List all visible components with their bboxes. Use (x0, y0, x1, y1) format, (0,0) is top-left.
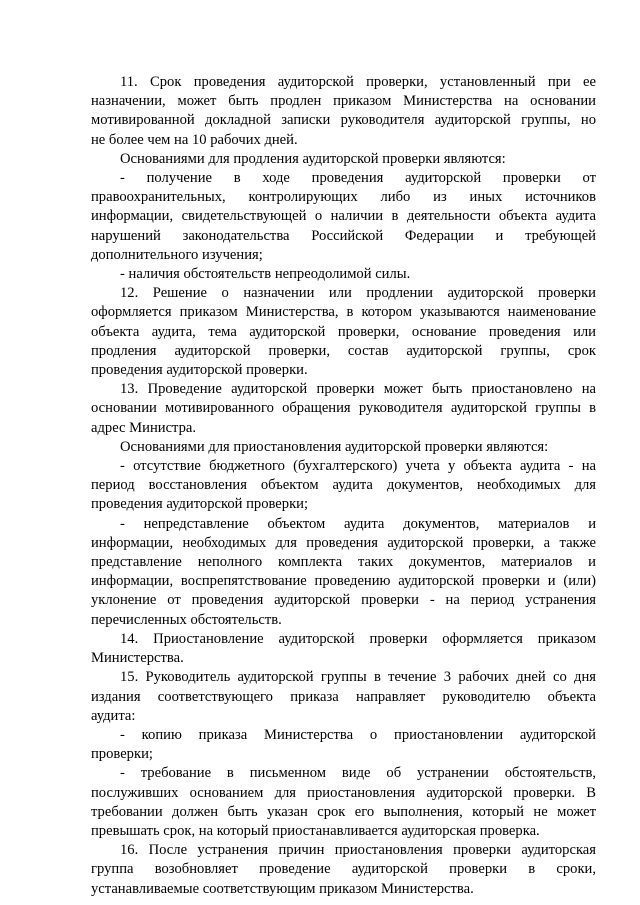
text-line: послуживших основанием для приостановления аудиторской проверки. В (91, 784, 596, 801)
text-line: основании мотивированного обращения руководителя аудиторской группы в (91, 400, 596, 417)
paragraph-12 (91, 284, 596, 380)
list-item-information-received (91, 169, 596, 265)
text-line: требовании должен быть указан срок его выполнения, который не может (91, 803, 596, 820)
text-line: 12. Решение о назначении или продлении аудиторской проверки (120, 285, 596, 302)
text-line: адрес Министра. (91, 419, 197, 436)
text-line: Основаниями для приостановления аудиторской проверки являются: (120, 438, 549, 455)
text-line: Основаниями для продления аудиторской проверки являются: (120, 150, 506, 167)
list-item-force-majeure (91, 265, 596, 284)
text-line: 14. Приостановление аудиторской проверки оформляется приказом (120, 630, 596, 647)
text-line: проведения аудиторской проверки; (91, 496, 309, 513)
text-line: - наличия обстоятельств непреодолимой силы. (120, 266, 411, 283)
text-line: представление неполного комплекта таких документов, материалов и (91, 554, 596, 571)
text-line: информации, воспрепятствование проведению аудиторской проверки и (или) (91, 573, 596, 590)
text-line: устанавливаемые соответствующим приказом Министерства. (91, 880, 474, 897)
document-body (91, 73, 596, 899)
text-line: - требование в письменном виде об устранении обстоятельств, (120, 765, 596, 782)
text-line: - копию приказа Министерства о приостановлении аудиторской (120, 726, 596, 743)
list-item-order-copy (91, 726, 596, 764)
text-line: аудита: (91, 707, 136, 724)
paragraph-15 (91, 668, 596, 726)
text-line: - непредставление объектом аудита документов, материалов и (120, 515, 596, 532)
list-item-non-submission (91, 515, 596, 630)
text-line: - получение в ходе проведения аудиторской проверки от (120, 170, 596, 187)
text-line: информации, необходимых для проведения аудиторской проверки, а также (91, 534, 596, 551)
text-line: оформляется приказом Министерства, в котором указываются наименование (91, 304, 596, 321)
text-line: проверки; (91, 746, 153, 763)
text-line: объекта аудита, тема аудиторской проверки, основание проведения или (91, 323, 596, 340)
text-line: правоохранительных, контролирующих либо из иных источников (91, 189, 596, 206)
text-line: не более чем на 10 рабочих дней. (91, 131, 298, 148)
paragraph-16 (91, 841, 596, 899)
paragraph-13 (91, 380, 596, 438)
text-line: назначении, может быть продлен приказом Министерства на основании (91, 93, 596, 110)
paragraph-suspension-grounds (91, 438, 596, 457)
text-line: уклонение от проведения аудиторской проверки - на период устранения (91, 592, 596, 609)
text-line: дополнительного изучения; (91, 246, 263, 263)
text-line: информации, свидетельствующей о наличии в деятельности объекта аудита (91, 208, 596, 225)
list-item-no-accounting (91, 457, 596, 515)
text-line: 15. Руководитель аудиторской группы в течение 3 рабочих дней со дня (120, 669, 596, 686)
text-line: нарушений законодательства Российской Федерации и требующей (91, 227, 596, 244)
text-line: Министерства. (91, 650, 184, 667)
paragraph-11 (91, 73, 596, 150)
text-line: 16. После устранения причин приостановления проверки аудиторская (120, 842, 596, 859)
text-line: издания соответствующего приказа направляет руководителю объекта (91, 688, 596, 705)
text-line: - отсутствие бюджетного (бухгалтерского) учета у объекта аудита - на (120, 458, 596, 475)
text-line: группа возобновляет проведение аудиторской проверки в сроки, (91, 861, 596, 878)
text-line: перечисленных обстоятельств. (91, 611, 282, 628)
text-line: мотивированной докладной записки руководителя аудиторской группы, но (91, 112, 596, 129)
paragraph-extension-grounds (91, 150, 596, 169)
paragraph-14 (91, 630, 596, 668)
text-line: превышать срок, на который приостанавливается аудиторская проверка. (91, 822, 540, 839)
list-item-written-requirement (91, 764, 596, 841)
text-line: 11. Срок проведения аудиторской проверки, установленный при ее (120, 74, 596, 90)
text-line: 13. Проведение аудиторской проверки может быть приостановлено на (120, 381, 596, 398)
text-line: период восстановления объектом аудита документов, необходимых для (91, 477, 596, 494)
text-line: продления аудиторской проверки, состав аудиторской группы, срок (91, 342, 596, 359)
text-line: проведения аудиторской проверки. (91, 362, 308, 379)
